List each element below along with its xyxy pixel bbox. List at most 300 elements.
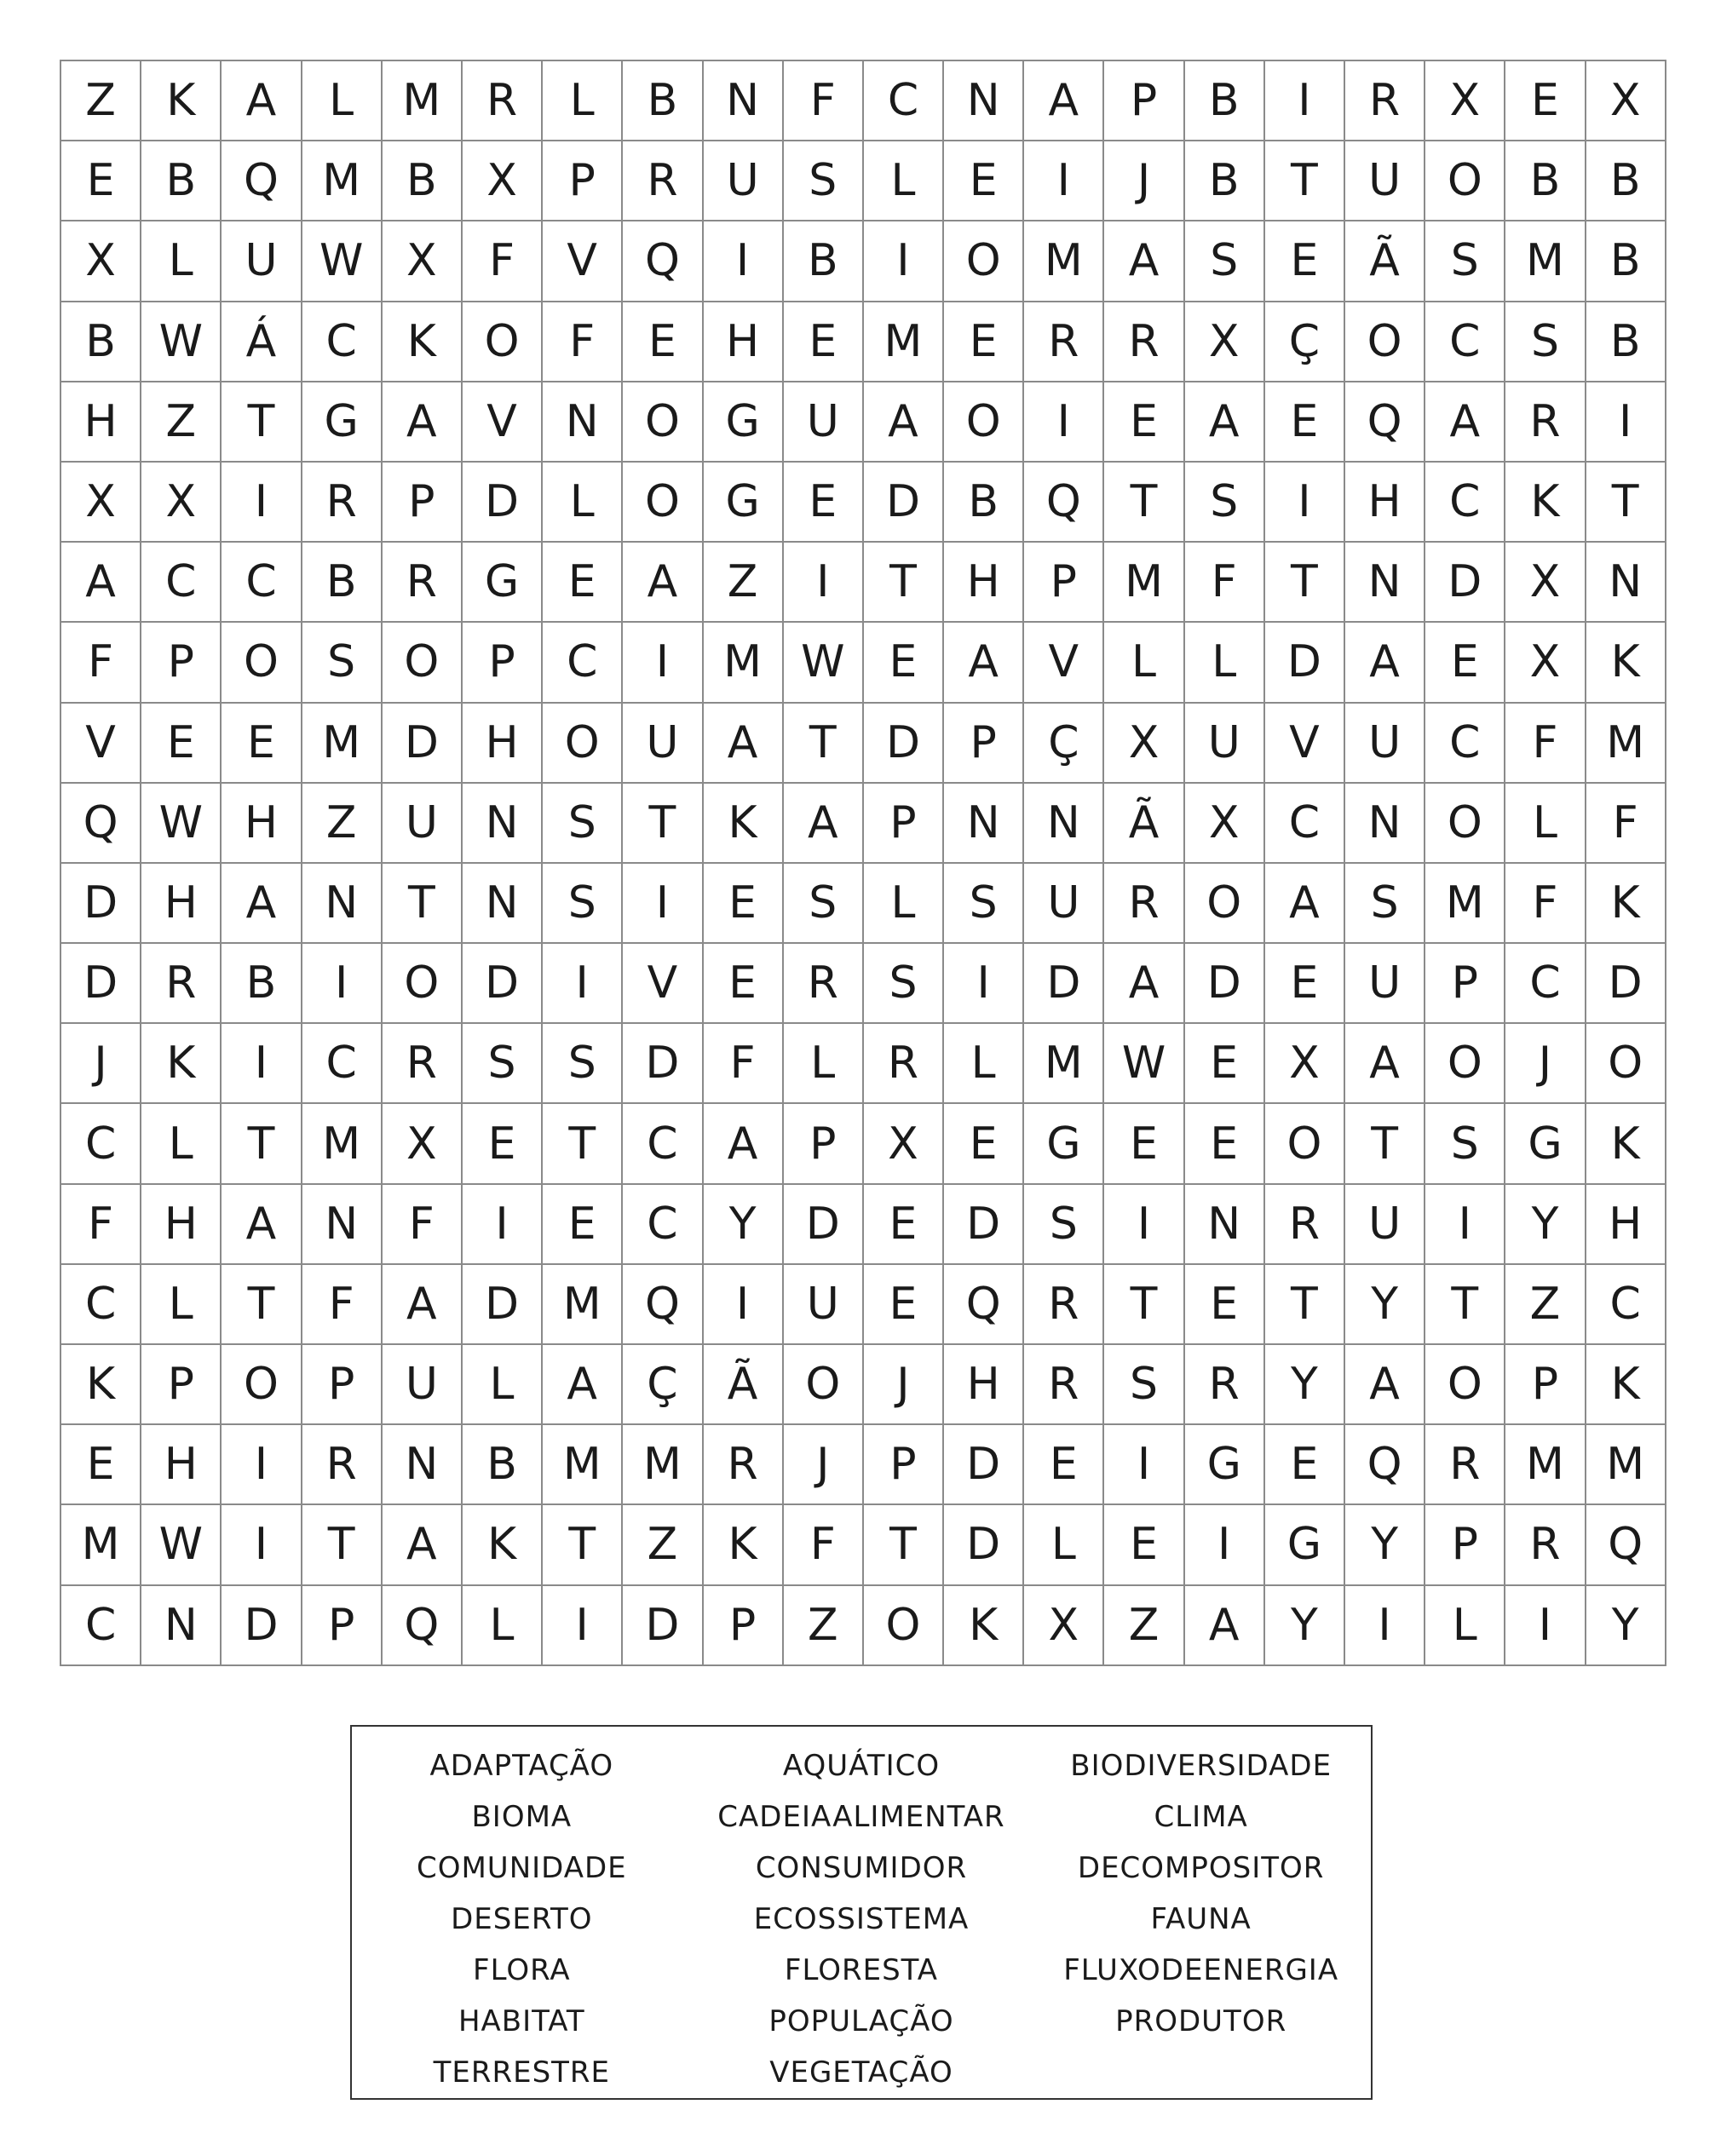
grid-cell[interactable]: D bbox=[383, 704, 463, 784]
grid-cell[interactable]: D bbox=[1425, 543, 1505, 623]
grid-cell[interactable]: L bbox=[1505, 784, 1586, 864]
grid-cell[interactable]: I bbox=[704, 221, 784, 302]
grid-cell[interactable]: S bbox=[543, 1024, 623, 1104]
grid-cell[interactable]: R bbox=[1104, 302, 1184, 382]
grid-cell[interactable]: P bbox=[864, 784, 944, 864]
grid-cell[interactable]: H bbox=[944, 543, 1024, 623]
grid-cell[interactable]: P bbox=[302, 1586, 383, 1666]
grid-cell[interactable]: I bbox=[222, 1024, 302, 1104]
grid-cell[interactable]: P bbox=[864, 1425, 944, 1505]
grid-cell[interactable]: B bbox=[1586, 141, 1666, 221]
grid-cell[interactable]: V bbox=[1265, 704, 1345, 784]
grid-cell[interactable]: I bbox=[1104, 1425, 1184, 1505]
grid-cell[interactable]: A bbox=[1024, 61, 1104, 141]
grid-cell[interactable]: X bbox=[383, 221, 463, 302]
grid-cell[interactable]: W bbox=[141, 1505, 222, 1585]
grid-cell[interactable]: X bbox=[383, 1104, 463, 1184]
grid-cell[interactable]: D bbox=[1185, 944, 1265, 1024]
grid-cell[interactable]: X bbox=[864, 1104, 944, 1184]
grid-cell[interactable]: D bbox=[1586, 944, 1666, 1024]
grid-cell[interactable]: I bbox=[704, 1265, 784, 1345]
grid-cell[interactable]: Z bbox=[1505, 1265, 1586, 1345]
grid-cell[interactable]: I bbox=[1104, 1185, 1184, 1265]
grid-cell[interactable]: U bbox=[1345, 141, 1425, 221]
grid-cell[interactable]: P bbox=[784, 1104, 864, 1184]
grid-cell[interactable]: B bbox=[944, 463, 1024, 543]
grid-cell[interactable]: N bbox=[1345, 784, 1425, 864]
grid-cell[interactable]: V bbox=[61, 704, 141, 784]
grid-cell[interactable]: H bbox=[463, 704, 543, 784]
grid-cell[interactable]: D bbox=[944, 1425, 1024, 1505]
grid-cell[interactable]: T bbox=[1104, 463, 1184, 543]
grid-cell[interactable]: C bbox=[623, 1104, 703, 1184]
grid-cell[interactable]: B bbox=[1586, 302, 1666, 382]
grid-cell[interactable]: Ç bbox=[623, 1345, 703, 1425]
grid-cell[interactable]: B bbox=[1185, 141, 1265, 221]
grid-cell[interactable]: V bbox=[623, 944, 703, 1024]
grid-cell[interactable]: R bbox=[704, 1425, 784, 1505]
grid-cell[interactable]: M bbox=[383, 61, 463, 141]
grid-cell[interactable]: X bbox=[1586, 61, 1666, 141]
grid-cell[interactable]: E bbox=[864, 1185, 944, 1265]
grid-cell[interactable]: I bbox=[1505, 1586, 1586, 1666]
grid-cell[interactable]: F bbox=[704, 1024, 784, 1104]
grid-cell[interactable]: O bbox=[222, 1345, 302, 1425]
grid-cell[interactable]: J bbox=[784, 1425, 864, 1505]
grid-cell[interactable]: K bbox=[1586, 864, 1666, 944]
grid-cell[interactable]: S bbox=[302, 623, 383, 703]
grid-cell[interactable]: Z bbox=[302, 784, 383, 864]
grid-cell[interactable]: B bbox=[383, 141, 463, 221]
grid-cell[interactable]: D bbox=[784, 1185, 864, 1265]
grid-cell[interactable]: Q bbox=[1586, 1505, 1666, 1585]
grid-cell[interactable]: D bbox=[463, 463, 543, 543]
grid-cell[interactable]: A bbox=[1104, 221, 1184, 302]
grid-cell[interactable]: V bbox=[463, 382, 543, 463]
grid-cell[interactable]: F bbox=[61, 1185, 141, 1265]
grid-cell[interactable]: F bbox=[1505, 864, 1586, 944]
grid-cell[interactable]: R bbox=[383, 1024, 463, 1104]
grid-cell[interactable]: K bbox=[383, 302, 463, 382]
grid-cell[interactable]: C bbox=[1425, 302, 1505, 382]
grid-cell[interactable]: F bbox=[463, 221, 543, 302]
grid-cell[interactable]: X bbox=[1505, 623, 1586, 703]
grid-cell[interactable]: S bbox=[1185, 221, 1265, 302]
grid-cell[interactable]: C bbox=[1586, 1265, 1666, 1345]
grid-cell[interactable]: Q bbox=[61, 784, 141, 864]
grid-cell[interactable]: F bbox=[784, 1505, 864, 1585]
grid-cell[interactable]: E bbox=[61, 1425, 141, 1505]
grid-cell[interactable]: O bbox=[222, 623, 302, 703]
grid-cell[interactable]: X bbox=[1265, 1024, 1345, 1104]
grid-cell[interactable]: Q bbox=[1345, 382, 1425, 463]
grid-cell[interactable]: P bbox=[141, 623, 222, 703]
grid-cell[interactable]: E bbox=[1185, 1024, 1265, 1104]
grid-cell[interactable]: I bbox=[1265, 61, 1345, 141]
grid-cell[interactable]: C bbox=[61, 1265, 141, 1345]
grid-cell[interactable]: P bbox=[704, 1586, 784, 1666]
grid-cell[interactable]: T bbox=[543, 1104, 623, 1184]
grid-cell[interactable]: A bbox=[1345, 623, 1425, 703]
grid-cell[interactable]: T bbox=[864, 543, 944, 623]
grid-cell[interactable]: E bbox=[543, 543, 623, 623]
grid-cell[interactable]: E bbox=[1024, 1425, 1104, 1505]
grid-cell[interactable]: G bbox=[463, 543, 543, 623]
grid-cell[interactable]: A bbox=[1265, 864, 1345, 944]
grid-cell[interactable]: L bbox=[944, 1024, 1024, 1104]
grid-cell[interactable]: N bbox=[463, 784, 543, 864]
grid-cell[interactable]: N bbox=[543, 382, 623, 463]
grid-cell[interactable]: N bbox=[302, 864, 383, 944]
grid-cell[interactable]: E bbox=[1425, 623, 1505, 703]
grid-cell[interactable]: R bbox=[1024, 1345, 1104, 1425]
grid-cell[interactable]: S bbox=[1185, 463, 1265, 543]
grid-cell[interactable]: O bbox=[1265, 1104, 1345, 1184]
grid-cell[interactable]: O bbox=[543, 704, 623, 784]
grid-cell[interactable]: E bbox=[864, 623, 944, 703]
grid-cell[interactable]: E bbox=[1265, 1425, 1345, 1505]
grid-cell[interactable]: V bbox=[543, 221, 623, 302]
grid-cell[interactable]: A bbox=[1104, 944, 1184, 1024]
grid-cell[interactable]: W bbox=[302, 221, 383, 302]
grid-cell[interactable]: Y bbox=[1505, 1185, 1586, 1265]
grid-cell[interactable]: W bbox=[1104, 1024, 1184, 1104]
grid-cell[interactable]: N bbox=[944, 784, 1024, 864]
grid-cell[interactable]: X bbox=[61, 463, 141, 543]
grid-cell[interactable]: Ã bbox=[704, 1345, 784, 1425]
grid-cell[interactable]: E bbox=[623, 302, 703, 382]
grid-cell[interactable]: L bbox=[1104, 623, 1184, 703]
grid-cell[interactable]: K bbox=[463, 1505, 543, 1585]
grid-cell[interactable]: R bbox=[383, 543, 463, 623]
grid-cell[interactable]: W bbox=[141, 784, 222, 864]
grid-cell[interactable]: S bbox=[1505, 302, 1586, 382]
grid-cell[interactable]: A bbox=[1185, 1586, 1265, 1666]
grid-cell[interactable]: C bbox=[864, 61, 944, 141]
grid-cell[interactable]: S bbox=[543, 784, 623, 864]
grid-cell[interactable]: I bbox=[1185, 1505, 1265, 1585]
grid-cell[interactable]: S bbox=[1425, 221, 1505, 302]
grid-cell[interactable]: R bbox=[1024, 1265, 1104, 1345]
grid-cell[interactable]: S bbox=[944, 864, 1024, 944]
grid-cell[interactable]: T bbox=[1345, 1104, 1425, 1184]
grid-cell[interactable]: A bbox=[383, 1505, 463, 1585]
grid-cell[interactable]: U bbox=[1185, 704, 1265, 784]
grid-cell[interactable]: O bbox=[383, 623, 463, 703]
grid-cell[interactable]: B bbox=[623, 61, 703, 141]
grid-cell[interactable]: E bbox=[1104, 382, 1184, 463]
grid-cell[interactable]: A bbox=[61, 543, 141, 623]
grid-cell[interactable]: S bbox=[784, 864, 864, 944]
grid-cell[interactable]: L bbox=[784, 1024, 864, 1104]
grid-cell[interactable]: S bbox=[463, 1024, 543, 1104]
grid-cell[interactable]: H bbox=[1586, 1185, 1666, 1265]
grid-cell[interactable]: T bbox=[1104, 1265, 1184, 1345]
grid-cell[interactable]: C bbox=[302, 302, 383, 382]
grid-cell[interactable]: J bbox=[1104, 141, 1184, 221]
grid-cell[interactable]: A bbox=[864, 382, 944, 463]
grid-cell[interactable]: Z bbox=[704, 543, 784, 623]
grid-cell[interactable]: T bbox=[1425, 1265, 1505, 1345]
grid-cell[interactable]: Y bbox=[1586, 1586, 1666, 1666]
grid-cell[interactable]: E bbox=[784, 302, 864, 382]
grid-cell[interactable]: U bbox=[383, 1345, 463, 1425]
grid-cell[interactable]: N bbox=[1024, 784, 1104, 864]
grid-cell[interactable]: A bbox=[1345, 1024, 1425, 1104]
grid-cell[interactable]: R bbox=[1345, 61, 1425, 141]
grid-cell[interactable]: T bbox=[1586, 463, 1666, 543]
grid-cell[interactable]: Y bbox=[704, 1185, 784, 1265]
grid-cell[interactable]: K bbox=[1586, 1345, 1666, 1425]
grid-cell[interactable]: U bbox=[704, 141, 784, 221]
grid-cell[interactable]: L bbox=[141, 1265, 222, 1345]
grid-cell[interactable]: T bbox=[1265, 543, 1345, 623]
grid-cell[interactable]: O bbox=[1425, 1024, 1505, 1104]
grid-cell[interactable]: B bbox=[302, 543, 383, 623]
grid-cell[interactable]: A bbox=[704, 1104, 784, 1184]
grid-cell[interactable]: L bbox=[1185, 623, 1265, 703]
grid-cell[interactable]: A bbox=[944, 623, 1024, 703]
grid-cell[interactable]: L bbox=[141, 1104, 222, 1184]
grid-cell[interactable]: R bbox=[302, 463, 383, 543]
grid-cell[interactable]: N bbox=[1345, 543, 1425, 623]
grid-cell[interactable]: E bbox=[1505, 61, 1586, 141]
grid-cell[interactable]: I bbox=[864, 221, 944, 302]
grid-cell[interactable]: C bbox=[141, 543, 222, 623]
grid-cell[interactable]: M bbox=[302, 141, 383, 221]
grid-cell[interactable]: X bbox=[1185, 784, 1265, 864]
grid-cell[interactable]: B bbox=[222, 944, 302, 1024]
grid-cell[interactable]: C bbox=[61, 1586, 141, 1666]
grid-cell[interactable]: Z bbox=[784, 1586, 864, 1666]
grid-cell[interactable]: V bbox=[1024, 623, 1104, 703]
grid-cell[interactable]: C bbox=[543, 623, 623, 703]
grid-cell[interactable]: H bbox=[1345, 463, 1425, 543]
grid-cell[interactable]: U bbox=[784, 382, 864, 463]
grid-cell[interactable]: T bbox=[222, 1104, 302, 1184]
grid-cell[interactable]: T bbox=[222, 1265, 302, 1345]
grid-cell[interactable]: F bbox=[61, 623, 141, 703]
grid-cell[interactable]: H bbox=[704, 302, 784, 382]
grid-cell[interactable]: R bbox=[1104, 864, 1184, 944]
grid-cell[interactable]: A bbox=[623, 543, 703, 623]
grid-cell[interactable]: M bbox=[61, 1505, 141, 1585]
grid-cell[interactable]: F bbox=[1185, 543, 1265, 623]
grid-cell[interactable]: I bbox=[222, 463, 302, 543]
grid-cell[interactable]: I bbox=[463, 1185, 543, 1265]
grid-cell[interactable]: E bbox=[1265, 944, 1345, 1024]
grid-cell[interactable]: L bbox=[302, 61, 383, 141]
grid-cell[interactable]: C bbox=[623, 1185, 703, 1265]
grid-cell[interactable]: U bbox=[623, 704, 703, 784]
grid-cell[interactable]: O bbox=[463, 302, 543, 382]
grid-cell[interactable]: E bbox=[1185, 1104, 1265, 1184]
grid-cell[interactable]: X bbox=[141, 463, 222, 543]
grid-cell[interactable]: E bbox=[1265, 221, 1345, 302]
grid-cell[interactable]: M bbox=[1104, 543, 1184, 623]
grid-cell[interactable]: P bbox=[463, 623, 543, 703]
grid-cell[interactable]: Á bbox=[222, 302, 302, 382]
grid-cell[interactable]: B bbox=[784, 221, 864, 302]
grid-cell[interactable]: T bbox=[1265, 1265, 1345, 1345]
grid-cell[interactable]: K bbox=[141, 1024, 222, 1104]
grid-cell[interactable]: R bbox=[784, 944, 864, 1024]
grid-cell[interactable]: E bbox=[704, 944, 784, 1024]
grid-cell[interactable]: C bbox=[1505, 944, 1586, 1024]
grid-cell[interactable]: D bbox=[623, 1586, 703, 1666]
grid-cell[interactable]: A bbox=[1185, 382, 1265, 463]
grid-cell[interactable]: B bbox=[1505, 141, 1586, 221]
grid-cell[interactable]: C bbox=[1425, 704, 1505, 784]
grid-cell[interactable]: K bbox=[61, 1345, 141, 1425]
grid-cell[interactable]: C bbox=[61, 1104, 141, 1184]
grid-cell[interactable]: E bbox=[944, 302, 1024, 382]
grid-cell[interactable]: I bbox=[1024, 141, 1104, 221]
grid-cell[interactable]: R bbox=[1265, 1185, 1345, 1265]
grid-cell[interactable]: E bbox=[944, 1104, 1024, 1184]
grid-cell[interactable]: K bbox=[1586, 623, 1666, 703]
grid-cell[interactable]: Q bbox=[623, 221, 703, 302]
grid-cell[interactable]: G bbox=[1024, 1104, 1104, 1184]
grid-cell[interactable]: K bbox=[704, 1505, 784, 1585]
grid-cell[interactable]: O bbox=[1345, 302, 1425, 382]
grid-cell[interactable]: I bbox=[1265, 463, 1345, 543]
grid-cell[interactable]: A bbox=[704, 704, 784, 784]
grid-cell[interactable]: K bbox=[944, 1586, 1024, 1666]
grid-cell[interactable]: B bbox=[61, 302, 141, 382]
grid-cell[interactable]: M bbox=[1505, 1425, 1586, 1505]
grid-cell[interactable]: E bbox=[1185, 1265, 1265, 1345]
grid-cell[interactable]: N bbox=[141, 1586, 222, 1666]
grid-cell[interactable]: P bbox=[141, 1345, 222, 1425]
grid-cell[interactable]: X bbox=[1024, 1586, 1104, 1666]
grid-cell[interactable]: M bbox=[1024, 1024, 1104, 1104]
grid-cell[interactable]: O bbox=[864, 1586, 944, 1666]
grid-cell[interactable]: X bbox=[61, 221, 141, 302]
grid-cell[interactable]: A bbox=[784, 784, 864, 864]
grid-cell[interactable]: N bbox=[944, 61, 1024, 141]
grid-cell[interactable]: L bbox=[864, 864, 944, 944]
grid-cell[interactable]: U bbox=[222, 221, 302, 302]
grid-cell[interactable]: A bbox=[222, 1185, 302, 1265]
grid-cell[interactable]: M bbox=[704, 623, 784, 703]
grid-cell[interactable]: T bbox=[784, 704, 864, 784]
grid-cell[interactable]: Q bbox=[1024, 463, 1104, 543]
grid-cell[interactable]: X bbox=[1505, 543, 1586, 623]
grid-cell[interactable]: Ç bbox=[1024, 704, 1104, 784]
grid-cell[interactable]: K bbox=[141, 61, 222, 141]
grid-cell[interactable]: I bbox=[784, 543, 864, 623]
grid-cell[interactable]: Y bbox=[1265, 1586, 1345, 1666]
grid-cell[interactable]: Ç bbox=[1265, 302, 1345, 382]
grid-cell[interactable]: M bbox=[543, 1425, 623, 1505]
grid-cell[interactable]: R bbox=[463, 61, 543, 141]
grid-cell[interactable]: T bbox=[302, 1505, 383, 1585]
grid-cell[interactable]: Ã bbox=[1345, 221, 1425, 302]
grid-cell[interactable]: K bbox=[704, 784, 784, 864]
grid-cell[interactable]: R bbox=[302, 1425, 383, 1505]
grid-cell[interactable]: L bbox=[543, 463, 623, 543]
grid-cell[interactable]: I bbox=[543, 944, 623, 1024]
grid-cell[interactable]: W bbox=[141, 302, 222, 382]
grid-cell[interactable]: D bbox=[61, 944, 141, 1024]
grid-cell[interactable]: L bbox=[141, 221, 222, 302]
grid-cell[interactable]: A bbox=[222, 61, 302, 141]
grid-cell[interactable]: P bbox=[1425, 1505, 1505, 1585]
grid-cell[interactable]: M bbox=[302, 1104, 383, 1184]
grid-cell[interactable]: O bbox=[383, 944, 463, 1024]
grid-cell[interactable]: E bbox=[944, 141, 1024, 221]
grid-cell[interactable]: O bbox=[1185, 864, 1265, 944]
grid-cell[interactable]: Y bbox=[1265, 1345, 1345, 1425]
grid-cell[interactable]: S bbox=[543, 864, 623, 944]
grid-cell[interactable]: Q bbox=[623, 1265, 703, 1345]
grid-cell[interactable]: D bbox=[944, 1505, 1024, 1585]
grid-cell[interactable]: P bbox=[1505, 1345, 1586, 1425]
grid-cell[interactable]: M bbox=[1425, 864, 1505, 944]
grid-cell[interactable]: U bbox=[1024, 864, 1104, 944]
grid-cell[interactable]: L bbox=[1425, 1586, 1505, 1666]
grid-cell[interactable]: N bbox=[302, 1185, 383, 1265]
grid-cell[interactable]: K bbox=[1586, 1104, 1666, 1184]
grid-cell[interactable]: E bbox=[784, 463, 864, 543]
grid-cell[interactable]: R bbox=[1425, 1425, 1505, 1505]
grid-cell[interactable]: C bbox=[1265, 784, 1345, 864]
grid-cell[interactable]: F bbox=[1505, 704, 1586, 784]
grid-cell[interactable]: M bbox=[1024, 221, 1104, 302]
grid-cell[interactable]: Q bbox=[1345, 1425, 1425, 1505]
grid-cell[interactable]: I bbox=[302, 944, 383, 1024]
grid-cell[interactable]: I bbox=[1425, 1185, 1505, 1265]
grid-cell[interactable]: L bbox=[543, 61, 623, 141]
grid-cell[interactable]: N bbox=[383, 1425, 463, 1505]
grid-cell[interactable]: D bbox=[222, 1586, 302, 1666]
grid-cell[interactable]: G bbox=[1185, 1425, 1265, 1505]
grid-cell[interactable]: X bbox=[1185, 302, 1265, 382]
grid-cell[interactable]: R bbox=[1505, 1505, 1586, 1585]
grid-cell[interactable]: X bbox=[1104, 704, 1184, 784]
grid-cell[interactable]: M bbox=[543, 1265, 623, 1345]
grid-cell[interactable]: P bbox=[302, 1345, 383, 1425]
grid-cell[interactable]: L bbox=[463, 1586, 543, 1666]
grid-cell[interactable]: D bbox=[864, 704, 944, 784]
grid-cell[interactable]: R bbox=[141, 944, 222, 1024]
grid-cell[interactable]: M bbox=[302, 704, 383, 784]
grid-cell[interactable]: E bbox=[1104, 1104, 1184, 1184]
grid-cell[interactable]: G bbox=[1265, 1505, 1345, 1585]
grid-cell[interactable]: M bbox=[623, 1425, 703, 1505]
grid-cell[interactable]: D bbox=[61, 864, 141, 944]
grid-cell[interactable]: E bbox=[543, 1185, 623, 1265]
grid-cell[interactable]: N bbox=[704, 61, 784, 141]
grid-cell[interactable]: T bbox=[543, 1505, 623, 1585]
grid-cell[interactable]: I bbox=[623, 623, 703, 703]
grid-cell[interactable]: N bbox=[1586, 543, 1666, 623]
grid-cell[interactable]: T bbox=[1265, 141, 1345, 221]
grid-cell[interactable]: R bbox=[864, 1024, 944, 1104]
grid-cell[interactable]: F bbox=[383, 1185, 463, 1265]
grid-cell[interactable]: O bbox=[784, 1345, 864, 1425]
grid-cell[interactable]: C bbox=[1425, 463, 1505, 543]
grid-cell[interactable]: B bbox=[141, 141, 222, 221]
grid-cell[interactable]: I bbox=[1024, 382, 1104, 463]
grid-cell[interactable]: T bbox=[383, 864, 463, 944]
grid-cell[interactable]: F bbox=[543, 302, 623, 382]
grid-cell[interactable]: O bbox=[623, 382, 703, 463]
grid-cell[interactable]: R bbox=[1185, 1345, 1265, 1425]
grid-cell[interactable]: W bbox=[784, 623, 864, 703]
grid-cell[interactable]: E bbox=[463, 1104, 543, 1184]
